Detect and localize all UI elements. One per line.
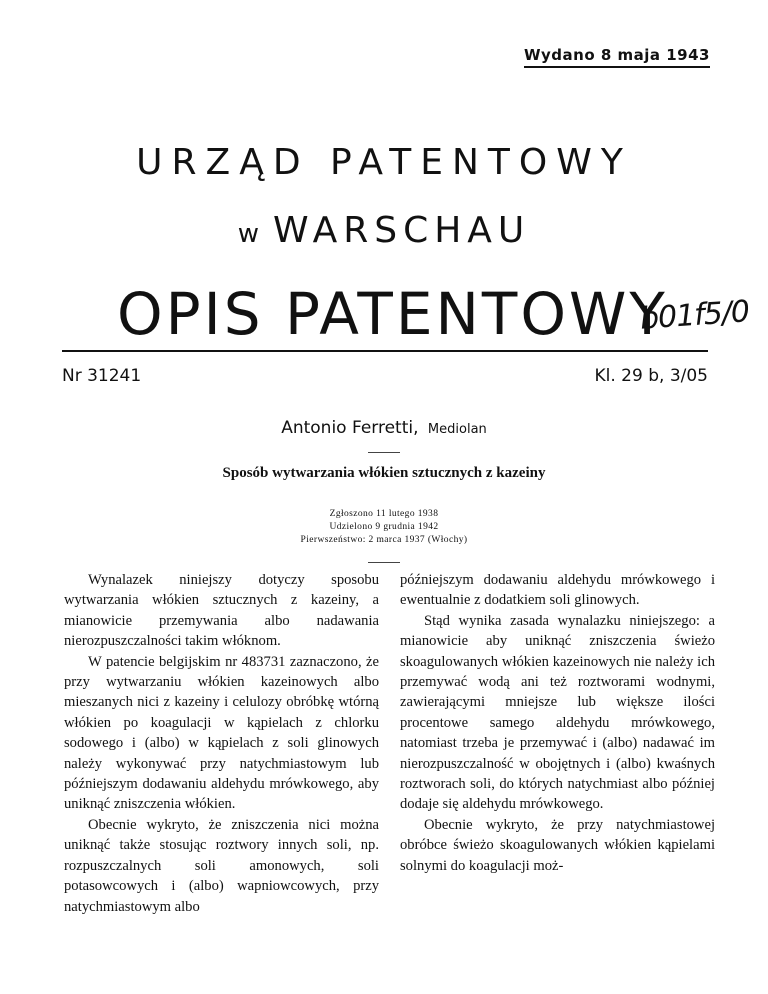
patent-number: Nr 31241: [62, 366, 142, 386]
patent-classification: Kl. 29 b, 3/05: [594, 366, 708, 386]
office-name: URZĄD PATENTOWY: [136, 142, 632, 183]
paragraph: Obecnie wykryto, że przy natychmiastowej obróbce świeżo skoagulowanych włókien kąpielami solnymi do koagulacji moż-: [400, 816, 715, 874]
author-name: Antonio Ferretti,: [281, 418, 419, 438]
body-column-left: [64, 570, 379, 917]
paragraph: Obecnie wykryto, że zniszczenia nici można uniknąć także stosując roztwory innych soli, np. rozpuszczalnych soli amonowych, soli potasowcowych i (albo) wapniowcowych, przy natychmiastowym albo: [64, 816, 379, 915]
paragraph: Stąd wynika zasada wynalazku niniejszego: a mianowicie aby uniknąć zniszczenia świeżo skoagulowanych włókien kazeinowych nie należy ich przemywać wodą ani też roztworami wodnymi, zawierającymi mniejsze lub większe ilości procentowe samego aldehydu mrówkowego, natomiast trzeba je przemywać i (albo) nadawać im nierozpuszczalność w obojętnych i (albo) kwaśnych roztworach soli, do których natychmiast albo później dodaje się aldehydu mrówkowego.: [400, 612, 715, 813]
patent-dates: [0, 508, 768, 547]
paragraph: późniejszym dodawaniu aldehydu mrówkowego i ewentualnie z dodatkiem soli glinowych.: [400, 572, 715, 609]
issue-date: Wydano 8 maja 1943: [524, 46, 710, 68]
patent-title: Sposób wytwarzania włókien sztucznych z kazeiny: [222, 465, 546, 481]
dates-divider: [368, 562, 400, 563]
city-prefix: w: [237, 219, 259, 249]
document-type-title: OPIS PATENTOWY: [117, 280, 668, 348]
body-column-right: [400, 570, 715, 876]
office-city-line: [0, 210, 768, 251]
paragraph: Wynalazek niniejszy dotyczy sposobu wytwarzania włókien sztucznych z kazeiny, a mianowicie przemywania albo nadawania nierozpuszczalności takim włóknom.: [64, 572, 379, 650]
header-divider: [62, 350, 708, 352]
author-city: Mediolan: [427, 422, 487, 437]
author-line: [0, 418, 768, 438]
handwritten-annotation: b01f5/0: [638, 294, 751, 337]
date-priority: Pierwszeństwo: 2 marca 1937 (Włochy): [300, 535, 468, 545]
office-city: WARSCHAU: [272, 210, 531, 251]
author-divider: [368, 452, 400, 453]
date-filed: Zgłoszono 11 lutego 1938: [329, 509, 439, 519]
date-granted: Udzielono 9 grudnia 1942: [329, 522, 439, 532]
paragraph: W patencie belgijskim nr 483731 zaznaczono, że przy wytwarzaniu włókien kazeinowych albo mieszanych nici z kazeiny i celulozy obróbkę wtórną włókien po koagulacji w kąpielach z chlorku sodowego i (albo) w kąpielach z soli glinowych należy wykonywać przy natychmiastowym lub późniejszym dodawaniu aldehydu mrówkowego, aby uniknąć zniszczenia włókien.: [64, 653, 379, 813]
